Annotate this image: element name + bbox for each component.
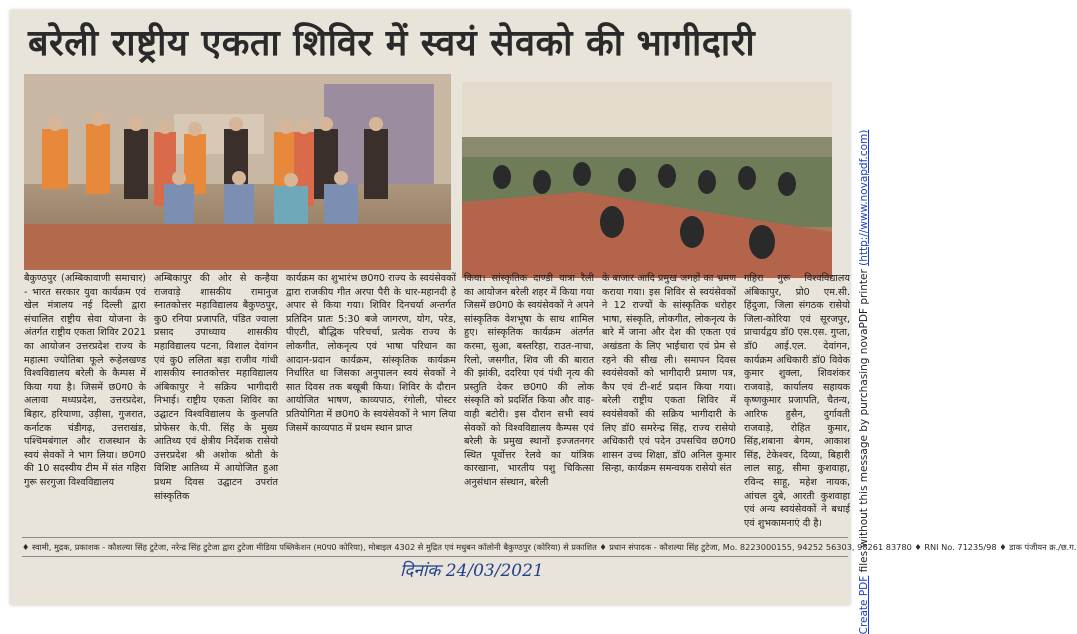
article-body — [24, 272, 850, 534]
article-column-2: अम्बिकापुर की ओर से कन्हैया राजवाड़े शासकीय रामानुज स्नातकोत्तर महाविद्यालय बैकुण्ठपुर, कु0 रनिया प्रजापति, पंडित ज्वाला प्रसाद उपाध्याय शासकीय महाविद्यालय पटना, विशाल देवांगन एवं कु0 ललिता बड़ा राजीव गांधी शासकीय स्नातकोत्तर महाविद्यालय अंबिकापुर ने सक्रिय भागीदारी निभाई। राष्ट्रीय एकता शिविर का उद्घाटन विश्वविद्यालय के कुलपति प्रोफेसर के.पी. सिंह के मुख्य आतिथ्य एवं क्षेत्रीय निर्देशक रासेयो उत्तरप्रदेश श्री अशोक श्रोती के विशिष्ट आतिथ्य में आयोजित हुआ प्रथम दिवस उद्घाटन उपरांत सांस्कृतिक — [154, 273, 278, 502]
article-column-3: कार्यक्रम का शुभारंभ छ0ग0 राज्य के स्वयंसेवकों द्वारा राजकीय गीत अरपा पैरी के धार-महानदी हे अपार से किया गया। शिविर दिनचर्या अन्तर्गत प्रतिदिन प्रातः 5:30 बजे जागरण, योग, परेड, पीएटी, बौद्धिक परिचर्चा, प्रत्येक राज्य के लोकगीत, लोकनृत्य एवं भाषा परिधान का आदान-प्रदान कार्यक्रम, सांस्कृतिक कार्यक्रम निर्धारित था जिसका अनुपालन स्वयं सेवकों ने सात दिवस तक बखूबी किया। शिविर के दौरान आयोजित भाषण, काव्यपाठ, रंगोली, पोस्टर प्रतियोगिता में छ0ग0 के स्वयंसेवकों ने भाग लिया जिसमें काव्यपाठ में प्रथम स्थान प्राप्त — [286, 273, 456, 434]
imprint-line: ♦ स्वामी, मुद्रक, प्रकाशक - कौशल्या सिंह टुटेजा, नरेन्द्र सिंह टुटेजा द्वारा टुटेजा मीडिया पब्लिकेशन (म0प0 कोरिया), मोबाइल 4302 से मुद्रित एवं मधुबन कॉलोनी बैकुण्ठपुर (कोरिया) से प्रकाशित ♦ प्रधान संपादक - कौशल्या सिंह टुटेजा, Mo. 8223000155, 94252 56303, 98261 83780 ♦ RNI No. 71235/98 ♦ डाक पंजीयन क्र./छ.ग. — [22, 537, 848, 557]
create-pdf-link[interactable]: Create PDF — [858, 575, 870, 634]
watermark-text — [858, 130, 870, 634]
watermark-middle-text: files without this message by purchasing novaPDF printer — [858, 269, 870, 573]
article-column-5: के बाजार आदि प्रमुख जगहों का भ्रमण कराया गया। इस शिविर से स्वयंसेवकों ने 12 राज्यों के सांस्कृतिक धरोहर भाषा, संस्कृति, लोकगीत, लोकनृत्य के बारे में जाना और देश की एकता एवं अखंडता के लिए भाईचारा एवं प्रेम से रहने की सीख ली। समापन दिवस स्वयंसेवकों को भागीदारी प्रमाण पत्र, कैप एवं टी-शर्ट प्रदान किया गया। बरेली राष्ट्रीय एकता शिविर में स्वयंसेवकों की सक्रिय भागीदारी के लिए डॉ0 समरेन्द्र सिंह, राज्य रासेयो अधिकारी एवं पदेन उपसचिव छ0ग0 शासन उच्च शिक्षा, डॉ0 अनिल कुमार सिन्हा, कार्यक्रम समन्वयक रासेयो संत — [602, 273, 736, 475]
photo-yoga-session — [462, 82, 832, 278]
handwritten-date: दिनांक 24/03/2021 — [400, 561, 544, 581]
novapdf-url-link[interactable]: (http://www.novapdf.com) — [858, 129, 870, 266]
photo-group-stage — [24, 74, 451, 270]
pdf-watermark — [852, 129, 876, 634]
article-column-4: किया। सांस्कृतिक दाण्डी यात्रा रैली का आयोजन बरेली शहर में किया गया जिसमें छ0ग0 के स्वयंसेवकों ने अपने सांस्कृतिक वेशभूषा के साथ शामिल हुए। सांस्कृतिक कार्यक्रम अंतर्गत करमा, सुआ, बस्तरिहा, राउत-नाचा, रिलो, जसगीत, शिव जी की बारात की झांकी, ददरिया एवं पंथी नृत्य की प्रस्तुति देकर छ0ग0 की लोक संस्कृति को प्रदर्शित किया और वाह-वाही बटोरी। इस दौरान सभी स्वयं सेवकों को विश्वविद्यालय कैम्पस एवं बरेली के प्रमुख स्थानों इज्जतनगर स्थित पूर्वोत्तर रेलवे का यांत्रिक कारखाना, भारतीय पशु चिकित्सा अनुसंधान संस्थान, बरेली — [464, 273, 594, 488]
article-column-1: बैकुण्ठपुर (अम्बिकावाणी समाचार) - भारत सरकार युवा कार्यक्रम एवं खेल मंत्रालय नई दिल्ली द्वारा संचालित राष्ट्रीय सेवा योजना के अंतर्गत राष्ट्रीय एकता शिविर 2021 का आयोजन उत्तरप्रदेश राज्य के महात्मा ज्योतिबा फूले रूहेलखण्ड विश्वविद्यालय बरेली के कैम्पस में किया गया है। जिसमें छ0ग0 के अलावा मध्यप्रदेश, उत्तरप्रदेश, बिहार, हरियाणा, उड़ीसा, गुजरात, कर्नाटक चंडीगढ़, उत्तराखंड, पश्चिमबंगाल और राजस्थान के स्वयं सेवकों ने भाग लिया। छ0ग0 की 10 सदस्यीय टीम में संत गहिरा गुरू सरगुजा विश्वविद्यालय — [24, 273, 146, 488]
article-column-6: गहिरा गुरू विश्वविद्यालय अंबिकापुर, प्रो0 एम.सी. हिंदुजा, जिला संगठक रासेयो जिला-कोरिया एवं सूरजपुर, प्राचार्यद्वय डॉ0 एस.एस. गुप्ता, डॉ0 आई.एल. देवांगन, कार्यक्रम अधिकारी डॉ0 विवेक कुमार शुक्ला, शिवशंकर राजवाड़े, कार्यालय सहायक कृष्णकुमार प्रजापति, चैतन्य, आरिफ हुसैन, दुर्गावती राजवाड़े, रोहित कुमार, सिंह,शबाना बेगम, आकाश सिंह, टेकेश्वर, दिव्या, बिहारी लाल साहू, सीमा कुशवाहा, रविन्द साहू, महेश नायक, आंचल दुबे, आरती कुशवाहा एवं अन्य स्वयंसेवकों ने बधाई एवं शुभकामनाएं दी है। — [744, 273, 850, 529]
yoga-photo-image — [462, 82, 832, 278]
headline: बरेली राष्ट्रीय एकता शिविर में स्वयं सेवको की भागीदारी — [28, 23, 756, 64]
group-photo-image — [24, 74, 451, 270]
